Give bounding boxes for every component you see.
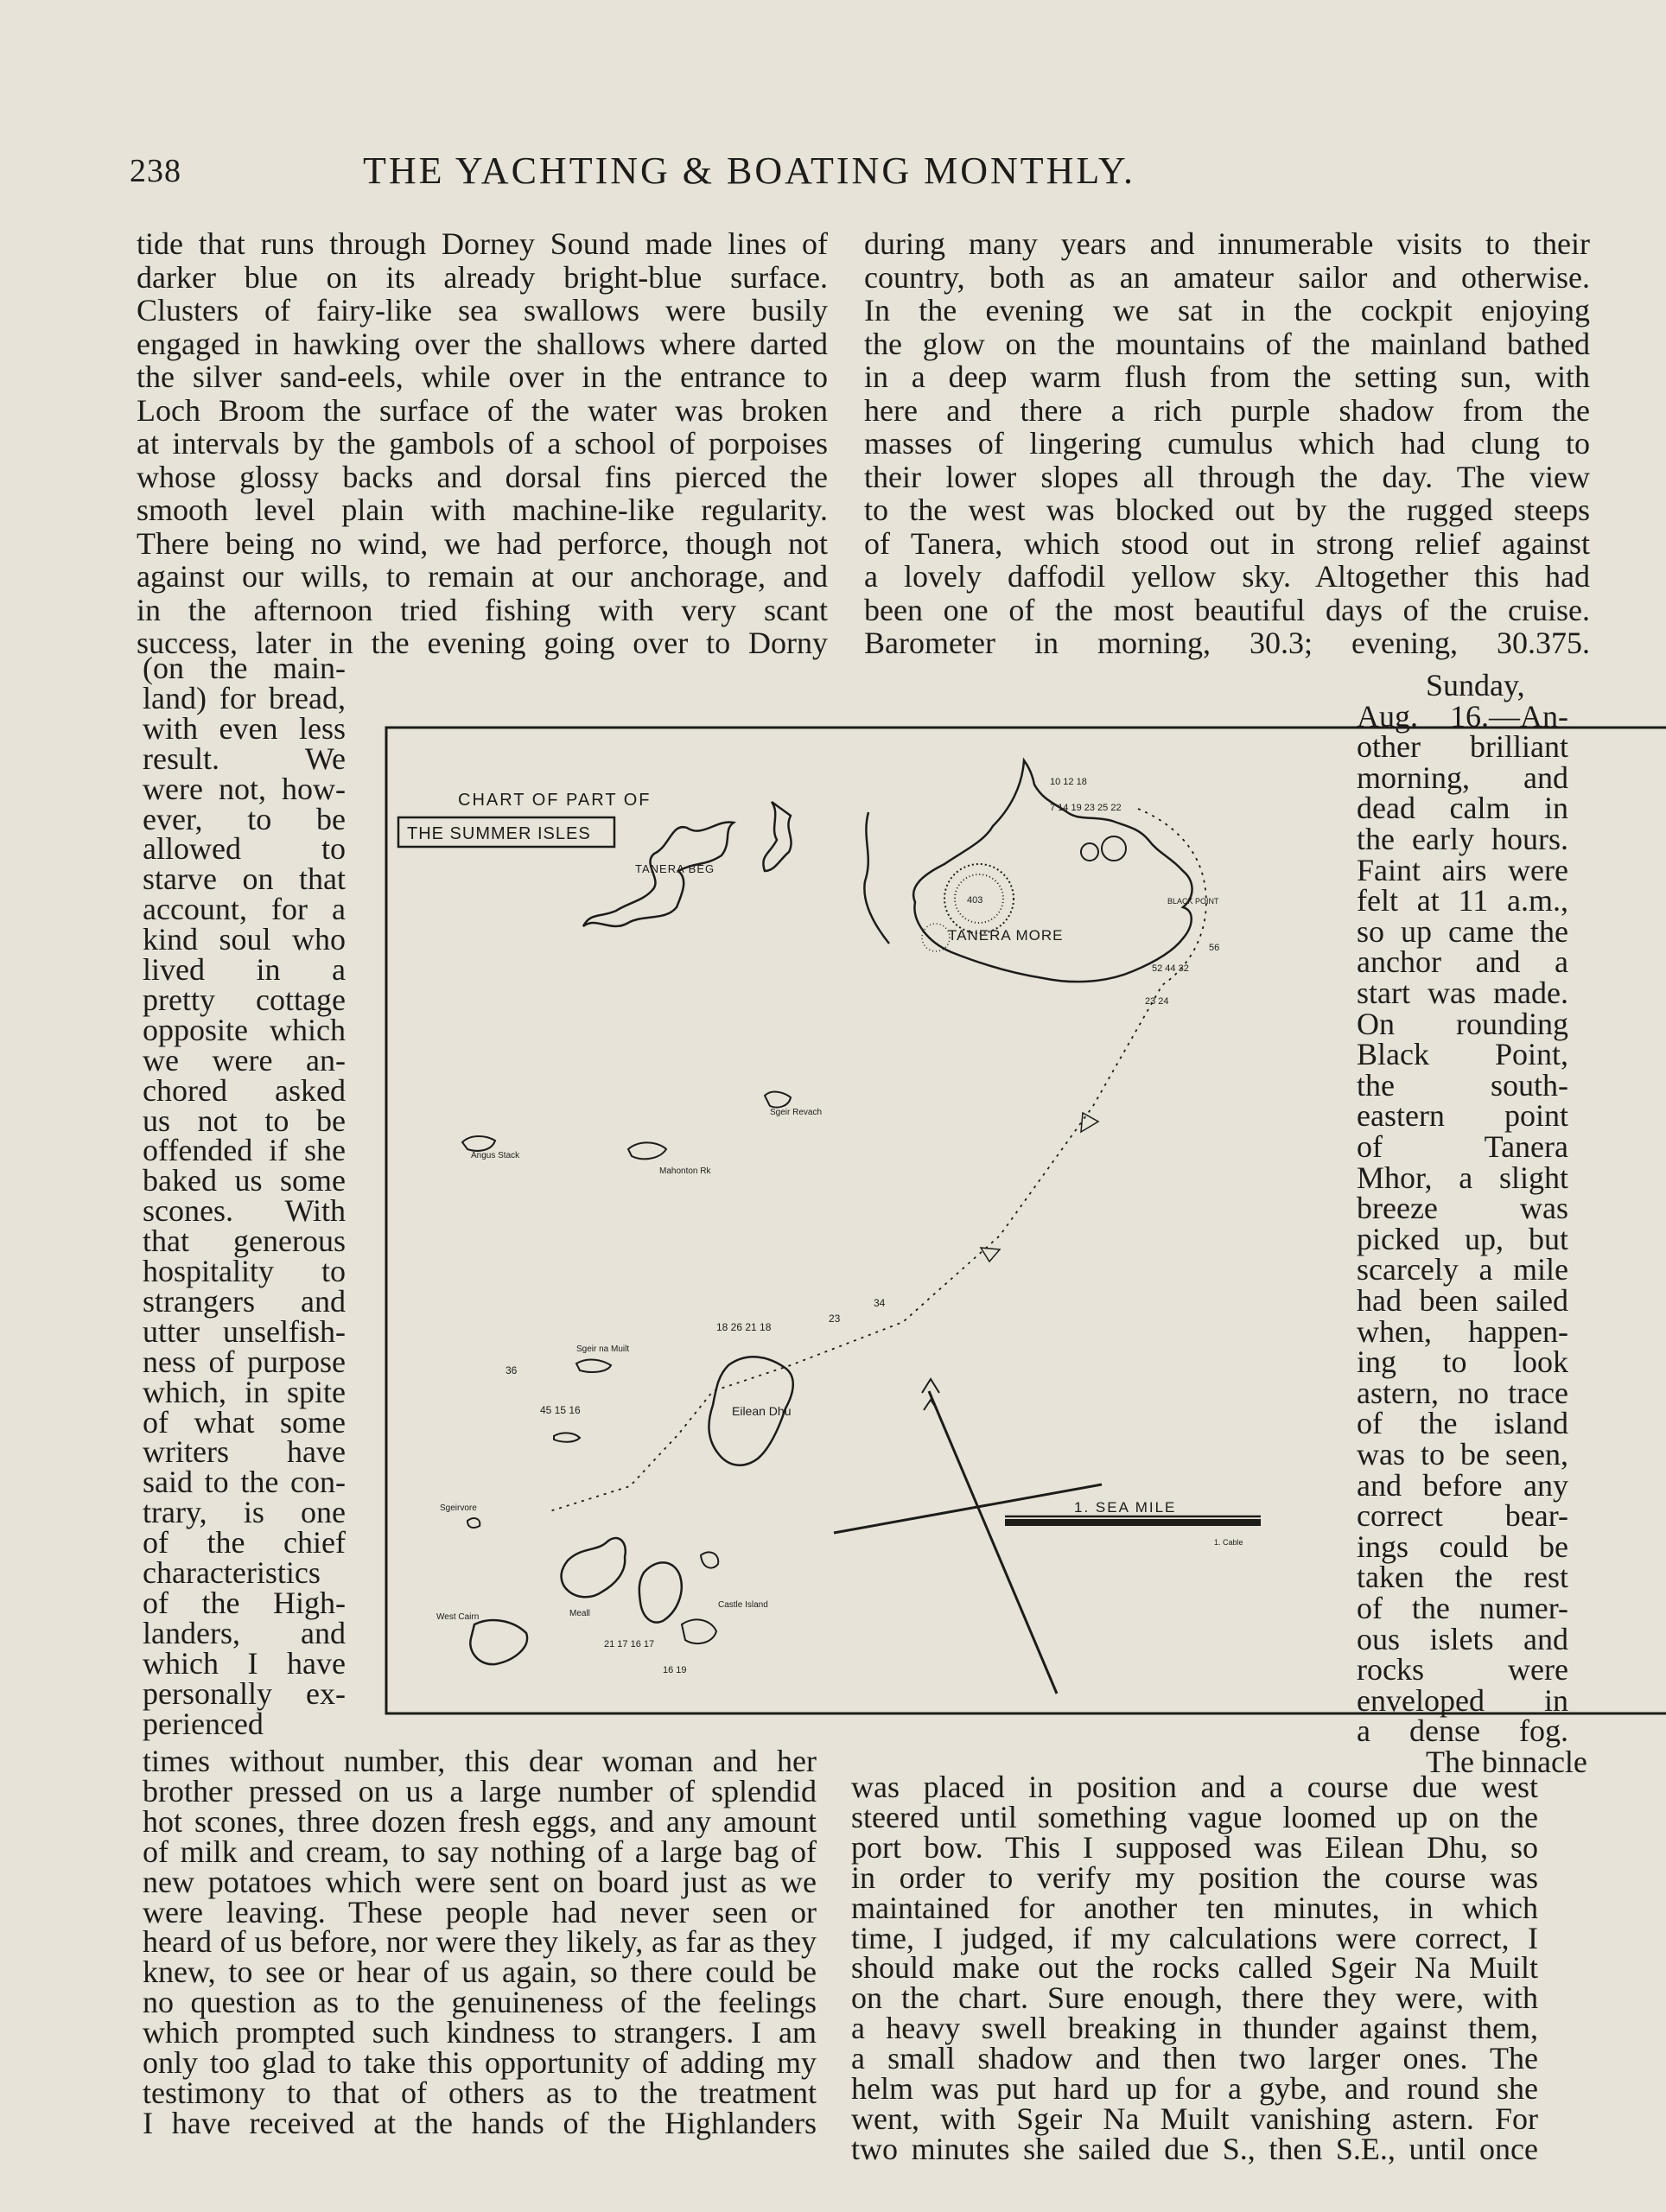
text-line: masses of lingering cumulus which had clung to — [864, 426, 1590, 461]
text-line: trary, is one — [143, 1495, 346, 1530]
mainland-coast — [864, 812, 889, 944]
text-line: engaged in hawking over the shallows where darted — [137, 326, 828, 361]
small-rocks-west — [554, 1433, 580, 1441]
text-line: in the afternoon tried fishing with very scant — [137, 592, 828, 627]
svg-text:7 14 19 23 25 22: 7 14 19 23 25 22 — [1050, 803, 1122, 813]
west-cairn-island — [470, 1620, 527, 1664]
meall-island — [682, 1619, 716, 1643]
chart-title-line1: CHART OF PART OF — [458, 791, 652, 810]
text-line: ing to look — [1357, 1344, 1568, 1380]
text-line: other brilliant — [1357, 729, 1568, 765]
text-line: were not, how- — [143, 771, 346, 806]
text-line: chored asked — [143, 1072, 346, 1108]
text-line: time, I judged, if my calculations were correct, I — [851, 1920, 1538, 1955]
text-line: Black Point, — [1357, 1037, 1568, 1072]
summer-isles-chart — [385, 726, 1666, 1718]
sea-mile-label: 1. SEA MILE — [1074, 1499, 1177, 1516]
text-line: of Tanera, which stood out in strong relief against — [864, 525, 1590, 561]
text-line: dead calm in — [1357, 791, 1568, 826]
text-line: hospitality to — [143, 1254, 346, 1288]
text-line: characteristics — [143, 1555, 321, 1590]
text-line: new potatoes which were sent on board just as we — [143, 1864, 817, 1899]
text-line: astern, no trace — [1357, 1375, 1568, 1410]
text-line: the glow on the mountains of the mainland bathed — [864, 326, 1590, 361]
text-line: that generous — [143, 1224, 346, 1259]
text-line: the silver sand-eels, while over in the entrance to — [137, 359, 828, 394]
text-line: knew, to see or hear of us again, so there could be — [143, 1955, 817, 1990]
yacht-track — [547, 809, 1206, 1512]
text-line: landers, and — [143, 1615, 346, 1650]
meall-label: Meall — [569, 1609, 590, 1618]
sea-mile-bar — [1005, 1519, 1261, 1526]
text-line: land) for bread, — [143, 680, 346, 715]
text-line: should make out the rocks called Sgeir Na Muilt — [851, 1950, 1538, 1986]
text-line: lived in a — [143, 952, 346, 987]
text-line: been one of the most beautiful days of the cruise. — [864, 592, 1590, 627]
sgeirvore-label: Sgeirvore — [440, 1503, 477, 1513]
svg-text:18 26 21 18: 18 26 21 18 — [716, 1321, 772, 1333]
svg-text:56: 56 — [1209, 943, 1220, 953]
text-line: rocks were — [1357, 1652, 1568, 1688]
compass-needle — [929, 1391, 1057, 1694]
text-line: eastern point — [1357, 1098, 1568, 1134]
text-line: felt at 11 a.m., — [1357, 883, 1568, 918]
svg-text:23 24: 23 24 — [1145, 996, 1169, 1007]
text-line: opposite which — [143, 1012, 346, 1047]
text-line: and before any — [1357, 1467, 1568, 1503]
text-line: I have received at the hands of the Highlanders — [143, 2105, 817, 2140]
text-line: of the chief — [143, 1525, 346, 1560]
sgeir-revach-label: Sgeir Revach — [770, 1108, 823, 1117]
text-line: breeze was — [1357, 1191, 1568, 1226]
text-line: allowed to — [143, 831, 346, 867]
text-line: in a deep warm flush from the setting sun, with — [864, 359, 1590, 394]
text-line: during many years and innumerable visits to their — [864, 226, 1590, 261]
chart-title-line2: THE SUMMER ISLES — [407, 824, 591, 843]
small-islet-north — [763, 802, 791, 871]
svg-text:10 12 18: 10 12 18 — [1050, 777, 1087, 787]
text-line: maintained for another ten minutes, in which — [851, 1890, 1538, 1925]
text-line: the south- — [1357, 1067, 1568, 1103]
text-line: morning, and — [1357, 760, 1568, 795]
text-line: taken the rest — [1357, 1560, 1568, 1595]
text-line: Faint airs were — [1357, 852, 1568, 887]
text-line: said to the con- — [143, 1465, 346, 1500]
text-line: went, with Sgeir Na Muilt vanishing astern. For — [851, 2101, 1538, 2136]
svg-text:36: 36 — [506, 1364, 518, 1376]
text-line: enveloped in — [1357, 1682, 1568, 1718]
text-line: There being no wind, we had perforce, though not — [137, 525, 828, 561]
text-line: The binnacle — [1426, 1745, 1587, 1779]
text-line: Loch Broom the surface of the water was broken — [137, 392, 828, 428]
sgeir-na-muilt-rocks — [576, 1360, 611, 1372]
text-line: tide that runs through Dorney Sound made lines of — [137, 226, 828, 261]
text-line: times without number, this dear woman and her — [143, 1744, 817, 1778]
text-line: ings could be — [1357, 1529, 1568, 1564]
text-line: starve on that — [143, 861, 346, 897]
text-line: two minutes she sailed due S., then S.E., until once — [851, 2131, 1538, 2166]
mahonton-label: Mahonton Rk — [659, 1166, 711, 1176]
svg-text:16 19: 16 19 — [663, 1665, 687, 1675]
central-island — [639, 1562, 682, 1622]
text-line: which, in spite — [143, 1374, 346, 1409]
west-islands-large — [562, 1538, 626, 1597]
west-cairn-label: West Cairn — [436, 1612, 480, 1622]
text-line: helm was put hard up for a gybe, and round she — [851, 2071, 1538, 2106]
text-line: Mhor, a slight — [1357, 1160, 1568, 1195]
sgeir-revach-islet — [765, 1092, 791, 1108]
text-line: strangers and — [143, 1283, 346, 1319]
text-line: on the chart. Sure enough, there they were, with — [851, 1980, 1538, 2016]
text-line: only too glad to take this opportunity of adding my — [143, 2045, 817, 2080]
text-line: On rounding — [1357, 1006, 1568, 1041]
text-line: had been sailed — [1357, 1283, 1568, 1318]
text-line: ever, to be — [143, 801, 346, 836]
text-line: in order to verify my position the course was — [851, 1859, 1538, 1895]
text-line: writers have — [143, 1434, 346, 1470]
text-line: offended if she — [143, 1133, 346, 1168]
tanera-more-island — [913, 760, 1192, 982]
text-line: at intervals by the gambols of a school of porpoises — [137, 426, 828, 461]
text-line: their lower slopes all through the day. The view — [864, 459, 1590, 494]
angus-stack-label: Angus Stack — [471, 1151, 520, 1160]
text-line: the early hours. — [1357, 822, 1568, 856]
text-line: result. We — [143, 741, 346, 776]
text-line: (on the main- — [143, 651, 346, 685]
text-line: ous islets and — [1357, 1621, 1568, 1656]
text-line: of milk and cream, to say nothing of a large bag of — [143, 1834, 817, 1869]
text-line: smooth level plain with machine-like regularity. — [137, 493, 828, 527]
text-line: of Tanera — [1357, 1129, 1568, 1164]
text-line: no question as to the genuineness of the feelings — [143, 1985, 817, 2020]
text-line: so up came the — [1357, 913, 1568, 949]
text-line: pretty cottage — [143, 982, 346, 1017]
svg-text:23: 23 — [829, 1313, 841, 1325]
text-line: a dense fog. — [1357, 1713, 1568, 1749]
text-line: were leaving. These people had never seen or — [143, 1894, 817, 1929]
text-line: anchor and a — [1357, 944, 1568, 980]
text-line: Aug. 16.—An- — [1357, 698, 1568, 734]
text-line: kind soul who — [143, 922, 346, 957]
text-line: was placed in position and a course due west — [851, 1770, 1538, 1804]
text-line: steered until something vague loomed up on the — [851, 1799, 1538, 1834]
text-line: In the evening we sat in the cockpit enjoying — [864, 293, 1590, 327]
text-line: scones. With — [143, 1193, 346, 1229]
text-line: Sunday, — [1426, 668, 1525, 702]
text-line: us not to be — [143, 1103, 346, 1138]
text-line: success, later in the evening going over to Dorny — [137, 626, 828, 660]
text-line: correct bear- — [1357, 1498, 1568, 1534]
text-line: a heavy swell breaking in thunder against them, — [851, 2011, 1538, 2046]
text-line: a lovely daffodil yellow sky. Altogether this had — [864, 559, 1590, 594]
sgeirvore-islet — [467, 1518, 480, 1528]
svg-text:45 15 16: 45 15 16 — [540, 1404, 581, 1416]
text-line: hot scones, three dozen fresh eggs, and any amount — [143, 1803, 817, 1839]
text-line: testimony to that of others as to the treatment — [143, 2075, 817, 2110]
text-line: we were an- — [143, 1042, 346, 1077]
text-line: account, for a — [143, 892, 346, 927]
text-line: here and there a rich purple shadow from the — [864, 392, 1590, 428]
text-line: brother pressed on us a large number of splendid — [143, 1773, 817, 1808]
running-title: THE YACHTING & BOATING MONTHLY. — [363, 149, 1136, 192]
text-line: Clusters of fairy-like sea swallows were busily — [137, 293, 828, 327]
mahonton-islet — [628, 1142, 666, 1159]
text-line: Barometer in morning, 30.3; evening, 30.375. — [864, 626, 1590, 660]
castle-island-label: Castle Island — [718, 1600, 768, 1610]
svg-text:21 17 16 17: 21 17 16 17 — [604, 1639, 655, 1649]
page-number: 238 — [130, 153, 181, 189]
tanera-more-label: TANERA MORE — [948, 927, 1064, 944]
text-line: baked us some — [143, 1163, 346, 1198]
text-line: of the island — [1357, 1406, 1568, 1441]
svg-text:52 44 32: 52 44 32 — [1152, 963, 1189, 974]
cable-label: 1. Cable — [1214, 1538, 1243, 1547]
text-line: was to be seen, — [1357, 1437, 1568, 1471]
text-line: perienced — [143, 1706, 264, 1741]
text-line: start was made. — [1357, 976, 1568, 1010]
tanera-beg-label: TANERA BEG — [635, 862, 715, 875]
east-rocks — [701, 1552, 718, 1567]
svg-text:34: 34 — [874, 1297, 886, 1309]
text-line: with even less — [143, 710, 346, 746]
text-line: port bow. This I supposed was Eilean Dhu, so — [851, 1829, 1538, 1865]
text-line: scarcely a mile — [1357, 1252, 1568, 1287]
text-line: utter unselfish- — [143, 1313, 346, 1349]
tanera-more-height: 403 — [967, 895, 983, 906]
text-line: whose glossy backs and dorsal fins pierced the — [137, 459, 828, 494]
text-line: of the numer- — [1357, 1591, 1568, 1625]
eilean-dhu-label: Eilean Dhu — [732, 1404, 792, 1418]
text-line: of the High- — [143, 1585, 346, 1620]
text-line: a small shadow and then two larger ones. The — [851, 2041, 1538, 2076]
text-line: of what some — [143, 1404, 346, 1440]
sgeir-na-muilt-label: Sgeir na Muilt — [576, 1344, 630, 1354]
text-line: darker blue on its already bright-blue surface. — [137, 259, 828, 295]
text-line: picked up, but — [1357, 1221, 1568, 1256]
text-line: ness of purpose — [143, 1344, 346, 1379]
text-line: personally ex- — [143, 1675, 346, 1711]
text-line: country, both as an amateur sailor and otherwise. — [864, 259, 1590, 295]
text-line: which prompted such kindness to strangers. I am — [143, 2015, 817, 2050]
text-line: to the west was blocked out by the rugged steeps — [864, 493, 1590, 527]
text-line: heard of us before, nor were they likely, as far as they — [143, 1924, 817, 1960]
black-point-label: BLACK POINT — [1167, 897, 1219, 906]
angus-stack-islet — [462, 1136, 495, 1151]
text-line: when, happen- — [1357, 1313, 1568, 1349]
text-line: which I have — [143, 1645, 346, 1681]
text-line: against our wills, to remain at our anchorage, and — [137, 559, 828, 594]
